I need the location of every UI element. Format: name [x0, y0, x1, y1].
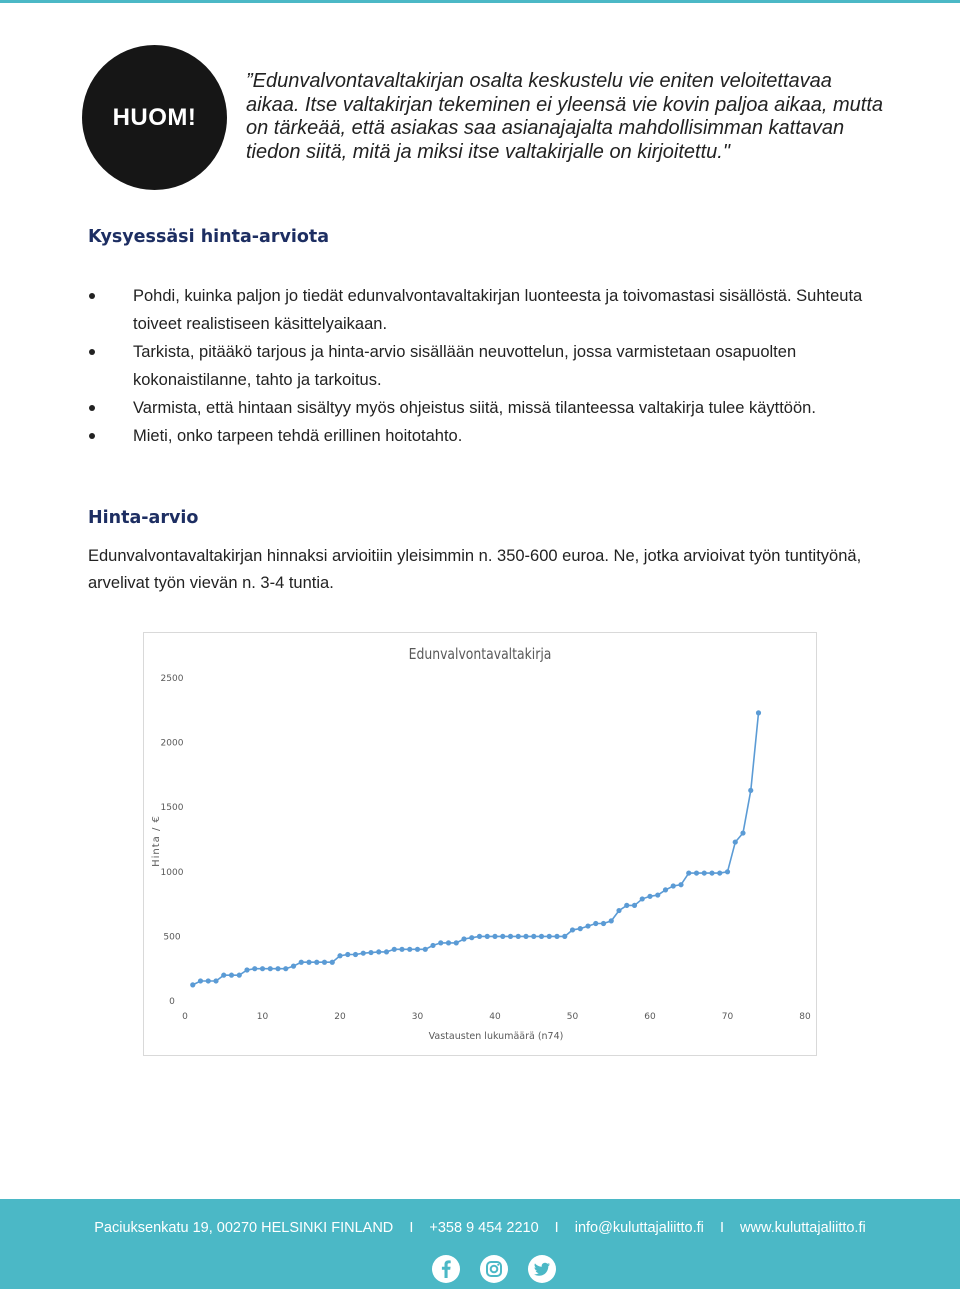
- data-point: [337, 953, 342, 958]
- huom-badge: [82, 45, 227, 190]
- data-point: [632, 903, 637, 908]
- list-item: Mieti, onko tarpeen tehdä erillinen hoitotahto.: [88, 422, 868, 450]
- data-point: [206, 978, 211, 983]
- data-point: [384, 949, 389, 954]
- data-point: [492, 934, 497, 939]
- data-point: [229, 973, 234, 978]
- chart-y-axis-label: Hinta / €: [151, 815, 162, 867]
- data-point: [500, 934, 505, 939]
- x-tick-label: 80: [799, 1012, 811, 1022]
- data-point: [609, 918, 614, 923]
- data-point: [678, 882, 683, 887]
- x-tick-label: 10: [256, 1012, 269, 1022]
- data-point: [601, 921, 606, 926]
- price-chart: [143, 632, 817, 1056]
- data-point: [531, 934, 536, 939]
- data-point: [283, 966, 288, 971]
- x-tick-label: 40: [489, 1012, 501, 1022]
- data-point: [624, 903, 629, 908]
- x-tick-label: 20: [334, 1012, 346, 1022]
- footer-phone[interactable]: +358 9 454 2210: [429, 1220, 539, 1236]
- footer-separator: I: [719, 1220, 724, 1236]
- data-point: [392, 947, 397, 952]
- data-point: [663, 887, 668, 892]
- data-point: [198, 978, 203, 983]
- data-point: [438, 940, 443, 945]
- data-point: [368, 950, 373, 955]
- data-point: [748, 788, 753, 793]
- chart-title: Edunvalvontavaltakirja: [408, 646, 552, 664]
- data-point: [640, 896, 645, 901]
- data-point: [454, 940, 459, 945]
- data-point: [299, 960, 304, 965]
- footer-address: Paciuksenkatu 19, 00270 HELSINKI FINLAND: [94, 1220, 394, 1236]
- price-estimate-text: Edunvalvontavaltakirjan hinnaksi arvioitiin yleisimmin n. 350-600 euroa. Ne, jotka arvioivat työn tuntityönä, arvelivat työn vievän n. 3-4 tuntia.: [88, 547, 862, 592]
- section-heading-price-estimate: Hinta-arvio: [88, 508, 199, 528]
- footer-separator: I: [409, 1220, 414, 1236]
- data-point: [407, 947, 412, 952]
- x-tick-label: 60: [644, 1012, 656, 1022]
- data-point: [616, 908, 621, 913]
- data-point: [647, 894, 652, 899]
- y-tick-label: 2500: [160, 674, 184, 684]
- data-point: [237, 973, 242, 978]
- y-tick-label: 1500: [160, 803, 184, 814]
- data-point: [717, 870, 722, 875]
- data-point: [702, 870, 707, 875]
- footer-website[interactable]: www.kuluttajaliitto.fi: [740, 1220, 866, 1236]
- data-point: [671, 883, 676, 888]
- x-tick-label: 0: [182, 1012, 188, 1022]
- data-point: [314, 960, 319, 965]
- data-point: [244, 967, 249, 972]
- data-point: [415, 947, 420, 952]
- x-tick-label: 50: [566, 1012, 579, 1022]
- footer-email[interactable]: info@kuluttajaliitto.fi: [574, 1220, 704, 1236]
- list-item: Tarkista, pitääkö tarjous ja hinta-arvio sisällään neuvottelun, jossa varmistetaan osapuolten kokonaistilanne, tahto ja tarkoitus.: [88, 338, 868, 394]
- data-point: [570, 927, 575, 932]
- data-point: [585, 923, 590, 928]
- list-item: Varmista, että hintaan sisältyy myös ohjeistus siitä, missä tilanteessa valtakirja tulee käyttöön.: [88, 394, 868, 422]
- data-point: [686, 870, 691, 875]
- data-point: [291, 964, 296, 969]
- data-point: [353, 952, 358, 957]
- data-point: [306, 960, 311, 965]
- huom-label: HUOM!: [112, 103, 197, 131]
- list-item: Pohdi, kuinka paljon jo tiedät edunvalvontavaltakirjan luonteesta ja toivomastasi sisällöstä. Suhteuta toiveet realistiseen käsittelyaikaan.: [88, 282, 868, 338]
- data-point: [260, 966, 265, 971]
- data-point: [268, 966, 273, 971]
- data-point: [516, 934, 521, 939]
- data-point: [508, 934, 513, 939]
- instagram-icon[interactable]: [480, 1255, 508, 1283]
- footer-contact-line: [0, 1220, 960, 1236]
- section-heading-price-inquiry: Kysyessäsi hinta-arviota: [88, 227, 330, 247]
- data-point: [376, 949, 381, 954]
- data-point: [446, 940, 451, 945]
- y-tick-label: 1000: [160, 867, 184, 878]
- data-point: [725, 869, 730, 874]
- top-accent-bar: [0, 0, 960, 3]
- advice-list: [88, 282, 868, 450]
- facebook-icon[interactable]: [432, 1255, 460, 1283]
- data-point: [593, 921, 598, 926]
- x-tick-label: 30: [411, 1012, 424, 1022]
- data-point: [756, 710, 761, 715]
- data-point: [399, 947, 404, 952]
- data-point: [330, 960, 335, 965]
- data-point: [485, 934, 490, 939]
- footer-separator: I: [554, 1220, 559, 1236]
- chart-marks: [161, 674, 811, 1022]
- data-point: [213, 978, 218, 983]
- data-point: [190, 982, 195, 987]
- y-tick-label: 2000: [160, 738, 184, 749]
- data-point: [733, 839, 738, 844]
- data-point: [578, 926, 583, 931]
- data-point: [477, 934, 482, 939]
- data-point: [523, 934, 528, 939]
- price-chart-svg: [144, 633, 816, 1055]
- data-point: [252, 966, 257, 971]
- data-point: [709, 870, 714, 875]
- twitter-icon[interactable]: [528, 1255, 556, 1283]
- y-tick-label: 0: [169, 997, 175, 1007]
- data-point: [361, 951, 366, 956]
- footer: [0, 1199, 960, 1289]
- data-point: [539, 934, 544, 939]
- data-point: [694, 870, 699, 875]
- y-tick-label: 500: [163, 932, 181, 943]
- data-point: [547, 934, 552, 939]
- data-point: [322, 960, 327, 965]
- series-line: [193, 713, 759, 985]
- data-point: [740, 830, 745, 835]
- data-point: [275, 966, 280, 971]
- data-point: [423, 947, 428, 952]
- data-point: [562, 934, 567, 939]
- data-point: [554, 934, 559, 939]
- data-point: [221, 973, 226, 978]
- quote-text: ”Edunvalvontavaltakirjan osalta keskustelu vie eniten veloitettavaa aikaa. Itse valtakirjan tekeminen ei yleensä vie kovin paljoa aikaa, mutta on tärkeää, että asiakas saa asianajajalta mahdollisimman kattavan tiedon siitä, mitä ja miksi itse valtakirjalle on kirjoitettu.": [246, 70, 884, 163]
- x-tick-label: 70: [721, 1012, 734, 1022]
- data-point: [655, 892, 660, 897]
- data-point: [469, 935, 474, 940]
- data-point: [430, 943, 435, 948]
- chart-x-axis-label: Vastausten lukumäärä (n74): [428, 1031, 564, 1042]
- data-point: [461, 936, 466, 941]
- data-point: [345, 952, 350, 957]
